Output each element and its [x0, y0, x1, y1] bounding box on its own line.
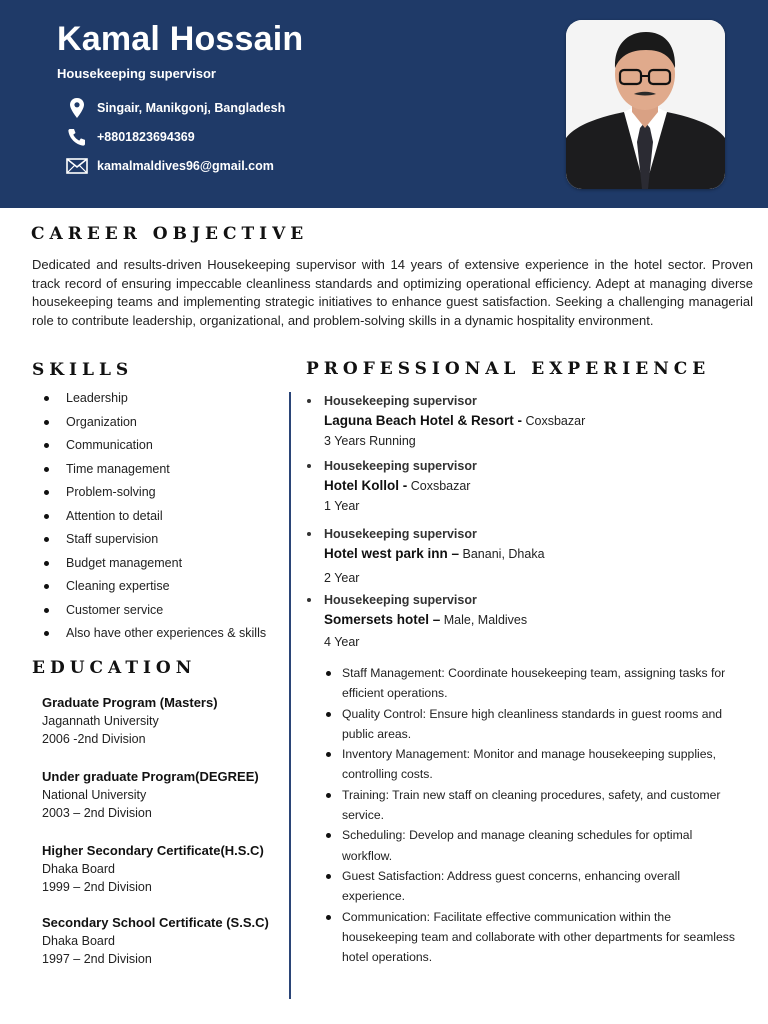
skills-list	[44, 389, 266, 648]
education-entry	[42, 694, 218, 748]
experience-entry	[307, 590, 527, 652]
professional-experience-heading: PROFESSIONAL EXPERIENCE	[306, 359, 711, 379]
experience-role: Housekeeping supervisor	[307, 524, 545, 544]
candidate-name: Kamal Hossain	[57, 20, 304, 58]
experience-entry	[307, 524, 545, 588]
education-heading: EDUCATION	[32, 658, 197, 678]
column-divider	[289, 392, 291, 999]
list-item: Leadership	[44, 389, 266, 413]
experience-entry	[307, 391, 585, 451]
education-degree: Graduate Program (Masters)	[42, 695, 218, 710]
list-item: Inventory Management: Monitor and manage housekeeping supplies, controlling costs.	[325, 744, 745, 785]
education-institution: Dhaka Board	[42, 934, 115, 948]
list-item: Training: Train new staff on cleaning procedures, safety, and customer service.	[325, 785, 745, 826]
list-item: Also have other experiences & skills	[44, 624, 266, 648]
list-item: Problem-solving	[44, 483, 266, 507]
education-institution: Jagannath University	[42, 714, 159, 728]
experience-hotel: Hotel Kollol -	[324, 478, 408, 493]
list-item: Guest Satisfaction: Address guest concerns, enhancing overall experience.	[325, 866, 745, 907]
career-objective-heading: CAREER OBJECTIVE	[31, 224, 309, 244]
education-institution: Dhaka Board	[42, 862, 115, 876]
experience-role: Housekeeping supervisor	[307, 590, 527, 610]
location-pin-icon	[66, 97, 88, 119]
education-degree: Higher Secondary Certificate(H.S.C)	[42, 843, 264, 858]
mail-icon	[66, 155, 88, 177]
list-item: Customer service	[44, 601, 266, 625]
education-degree: Secondary School Certificate (S.S.C)	[42, 915, 269, 930]
education-institution: National University	[42, 788, 147, 802]
education-result: 2006 -2nd Division	[42, 732, 146, 746]
experience-hotel: Hotel west park inn –	[324, 546, 460, 561]
list-item: Budget management	[44, 554, 266, 578]
contact-email-text: kamalmaldives96@gmail.com	[97, 159, 274, 173]
list-item: Communication: Facilitate effective communication within the housekeeping team and collaborate with other departments for seamless hotel operations.	[325, 907, 745, 968]
education-result: 2003 – 2nd Division	[42, 806, 152, 820]
list-item: Time management	[44, 460, 266, 484]
experience-location: Coxsbazar	[407, 479, 471, 493]
education-entry	[42, 842, 264, 896]
contact-email	[66, 155, 274, 177]
list-item: Staff supervision	[44, 530, 266, 554]
experience-role: Housekeeping supervisor	[307, 391, 585, 411]
experience-duration: 1 Year	[324, 499, 360, 513]
skills-heading: SKILLS	[32, 360, 134, 380]
education-degree: Under graduate Program(DEGREE)	[42, 769, 259, 784]
list-item: Cleaning expertise	[44, 577, 266, 601]
list-item: Organization	[44, 413, 266, 437]
contact-location	[66, 97, 285, 119]
contact-phone	[66, 126, 195, 148]
responsibilities-list	[325, 663, 745, 967]
experience-hotel: Somersets hotel –	[324, 612, 441, 627]
experience-role: Housekeeping supervisor	[307, 456, 477, 476]
profile-photo	[566, 20, 725, 189]
experience-duration: 2 Year	[324, 571, 360, 585]
career-objective-text: Dedicated and results-driven Housekeeping supervisor with 14 years of extensive experience in the hotel sector. Proven track record of ensuring impeccable cleanliness standards and optimizing operational efficiency. Adept at managing diverse housekeeping teams and implementing strategic initiatives to enhance guest satisfaction. Seeking a challenging managerial role to contribute leadership, organizational, and problem-solving skills in a dynamic hospitality environment.	[32, 257, 753, 328]
experience-duration: 3 Years Running	[324, 434, 416, 448]
list-item: Quality Control: Ensure high cleanliness standards in guest rooms and public areas.	[325, 704, 745, 745]
job-title: Housekeeping supervisor	[57, 66, 216, 81]
list-item: Scheduling: Develop and manage cleaning schedules for optimal workflow.	[325, 825, 745, 866]
contact-location-text: Singair, Manikgonj, Bangladesh	[97, 101, 286, 115]
contact-phone-text: +8801823694369	[97, 130, 195, 144]
experience-location: Banani, Dhaka	[459, 547, 545, 561]
education-result: 1999 – 2nd Division	[42, 880, 152, 894]
experience-location: Male, Maldives	[440, 613, 528, 627]
header-banner	[0, 0, 768, 208]
list-item: Communication	[44, 436, 266, 460]
experience-duration: 4 Year	[324, 635, 360, 649]
experience-hotel: Laguna Beach Hotel & Resort -	[324, 413, 523, 428]
phone-icon	[66, 126, 88, 148]
experience-entry	[307, 456, 477, 516]
education-result: 1997 – 2nd Division	[42, 952, 152, 966]
education-entry	[42, 914, 269, 968]
list-item: Attention to detail	[44, 507, 266, 531]
education-entry	[42, 768, 259, 822]
list-item: Staff Management: Coordinate housekeeping team, assigning tasks for efficient operations.	[325, 663, 745, 704]
experience-location: Coxsbazar	[522, 414, 586, 428]
